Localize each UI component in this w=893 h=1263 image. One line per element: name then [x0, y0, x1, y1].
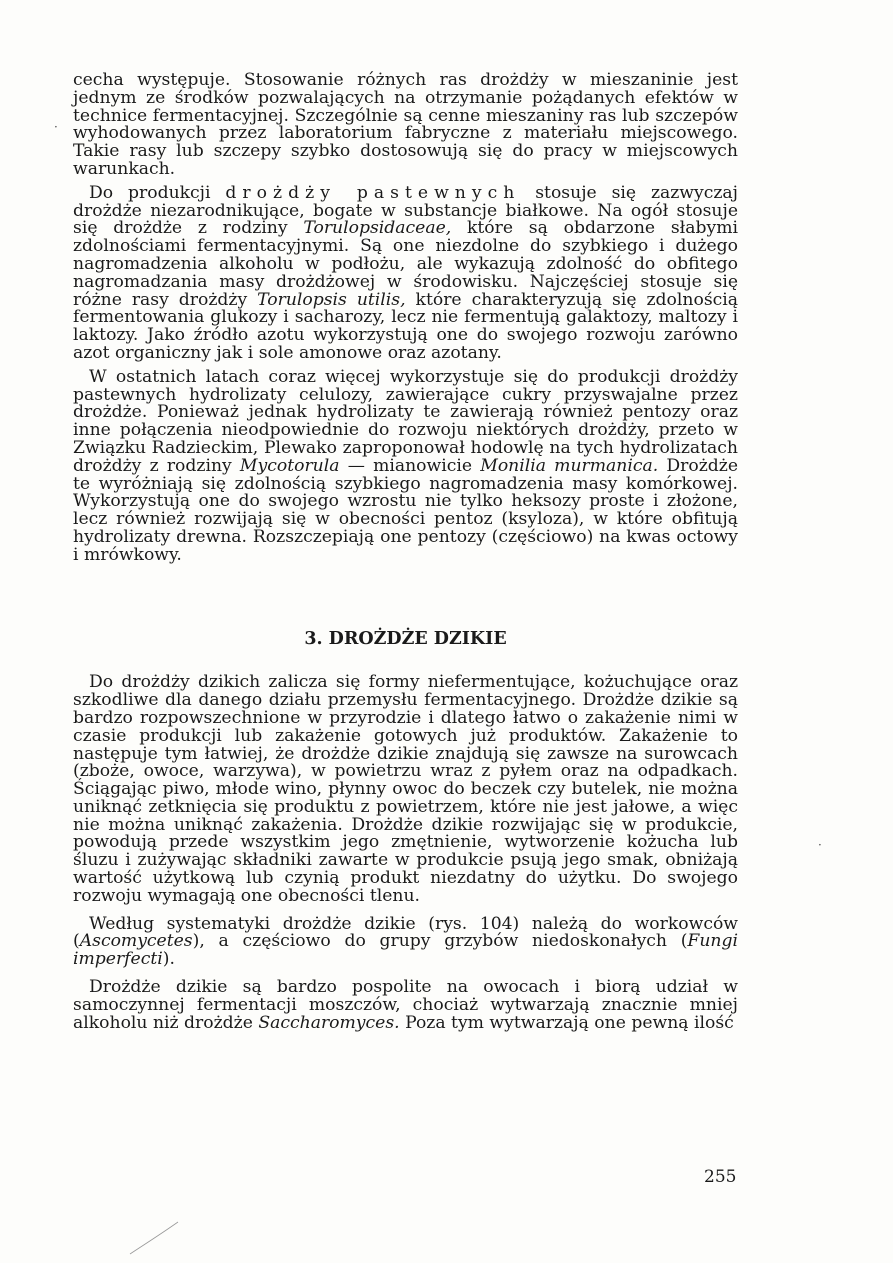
text-run: ), a częściowo do grupy grzybów niedoskonałych (: [192, 931, 688, 952]
text-run: Do produkcji: [89, 182, 226, 203]
italic-term: Monilia murmanica.: [480, 455, 659, 476]
spaced-term: drożdży pastewnych: [225, 182, 521, 203]
text-run: które są obdarzone słabymi zdolnościami fermentacyjnymi. Są one niezdolne do szybkiego i dużego nagromadzenia alkoholu w podłożu, ale wykazują zdolność do obfitego nagromadzania masy drożdżowej w środowisku. Najczęściej stosuje się różne rasy drożdży: [73, 218, 738, 310]
paragraph-3: [73, 366, 739, 565]
text-run: ).: [162, 949, 175, 970]
page-number: 255: [704, 1167, 737, 1187]
page-body: [73, 72, 738, 1032]
text-run: które charakteryzują się zdolnością fermentowania glukozy i sacharozy, lecz nie fermentują galaktozy, maltozy i laktozy. Jako źródło azotu wykorzystują one do swojego rozwoju zarówno azot organiczny jak i sole amonowe oraz azotany.: [73, 289, 739, 363]
text-run: Poza tym wytwarzają one pewną ilość: [399, 1012, 734, 1033]
text-run: cecha występuje. Stosowanie różnych ras drożdży w mieszaninie jest jednym ze środków pozwalających na otrzymanie pożądanych efektów w technice fermentacyjnej. Szczególnie są cenne mieszaniny ras lub szczepów wyhodowanych przez laboratorium fabryczne z materiału miejscowego. Takie rasy lub szczepy szybko dostosowują się do pracy w miejscowych warunkach.: [73, 70, 738, 179]
text-run: W ostatnich latach coraz więcej wykorzystuje się do produkcji drożdży pastewnych hydrolizaty celulozy, zawierające cukry przyswajalne przez drożdże. Ponieważ jednak hydrolizaty te zawierają również pentozy oraz inne połączenia nieodpowiednie do rozwoju niektórych drożdży, przeto w Związku Radzieckim, Plewako zaproponował hodowlę na tych hydrolizatach drożdży z rodziny: [73, 366, 738, 476]
text-run: stosuje się zazwyczaj drożdże niezarodnikujące, bogate w substancje białkowe. Na ogół stosuje się drożdże z rodziny: [73, 182, 738, 239]
paragraph-6: [73, 979, 738, 1032]
margin-speck: ·: [818, 838, 822, 852]
italic-term: Torulopsis utilis,: [257, 289, 406, 310]
margin-speck: ·: [54, 120, 58, 134]
italic-term: Ascomycetes: [79, 931, 193, 952]
paragraph-5: [73, 913, 738, 970]
text-run: — mianowicie: [339, 455, 481, 476]
italic-term: Fungi imperfecti: [73, 931, 738, 970]
paragraph-1: [73, 72, 738, 179]
text-run: Drożdże te wyróżniają się zdolnością szybkiego nagromadzenia masy komórkowej. Wykorzystują one do swojego wzrostu nie tylko heksozy proste i złożone, lecz również rozwijają się w obecności pentoz (ksyloza), w które obfitują hydrolizaty drewna. Rozszczepiają one pentozy (częściowo) na kwas octowy i mrówkowy.: [73, 455, 739, 565]
paragraph-2: [73, 182, 739, 363]
italic-term: Torulopsidaceae,: [303, 218, 452, 239]
pencil-scribble: [128, 1220, 180, 1256]
text-run: Według systematyki drożdże dzikie (rys. 104) należą do workowców (: [73, 913, 738, 952]
paragraph-4: [73, 674, 738, 905]
text-run: Drożdże dzikie są bardzo pospolite na owocach i biorą udział w samoczynnej fermentacji moszczów, chociaż wytwarzają znacznie mniej alkoholu niż drożdże: [73, 977, 738, 1033]
text-run: Do drożdży dzikich zalicza się formy niefermentujące, kożuchujące oraz szkodliwe dla danego działu przemysłu fermentacyjnego. Drożdże dzikie są bardzo rozpowszechnione w przyrodzie i dlatego łatwo o zakażenie nimi w czasie produkcji lub zakażenie gotowych już produktów. Zakażenie to następuje tym łatwiej, że drożdże dzikie znajdują się zawsze na surowcach (zboże, owoce, warzywa), w powietrzu wraz z pyłem oraz na odpadkach. Ściągając piwo, młode wino, płynny owoc do beczek czy butelek, nie można uniknąć zetknięcia się produktu z powietrzem, które nie jest jałowe, a więc nie można uniknąć zakażenia. Drożdże dzikie rozwijając się w produkcie, powodują przede wszystkim jego zmętnienie, wytworzenie kożucha lub śluzu i zużywając składniki zawarte w produkcie psują jego smak, obniżają wartość użytkową lub czynią produkt niezdatny do użytku. Do swojego rozwoju wymagają one obecności tlenu.: [73, 672, 738, 906]
section-title: 3. DROŻDŻE DZIKIE: [304, 628, 507, 649]
italic-term: Mycotorula: [239, 455, 340, 476]
italic-term: Saccharomyces.: [258, 1012, 400, 1033]
